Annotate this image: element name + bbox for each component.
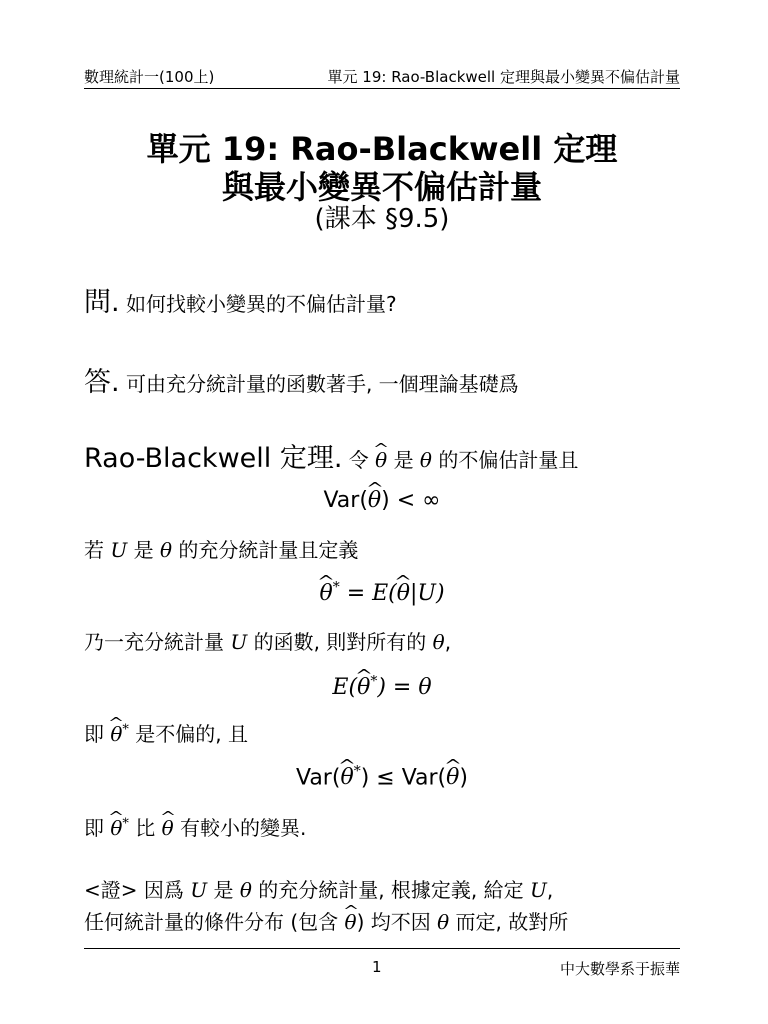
theta-symbol: θ — [437, 910, 450, 934]
u-symbol: U — [110, 538, 128, 562]
theta-hat-star-symbol: ^ θ* — [110, 722, 129, 746]
title-line-1: 單元 19: Rao-Blackwell 定理 — [146, 130, 618, 168]
answer-text: 可由充分統計量的函數著手, 一個理論基礎爲 — [125, 372, 519, 396]
question-marker: 問. — [84, 287, 120, 318]
proof-text: 任何統計量的條件分布 (包含 — [84, 910, 339, 934]
theorem-statement-line-2 — [84, 534, 358, 563]
question-block — [84, 280, 397, 319]
proof-text: 是 — [213, 878, 234, 902]
theorem-statement-line-4 — [84, 718, 248, 747]
theorem-name: Rao-Blackwell 定理. — [84, 443, 343, 474]
theta-symbol: θ — [239, 878, 252, 902]
theta-symbol: θ — [432, 630, 445, 654]
equation-theta-star-definition: ^ θ* = E(^ θ|U) — [84, 580, 680, 606]
equation-var-finite: Var(^ θ) < ∞ — [84, 488, 680, 513]
theta-hat-symbol: ^ θ — [375, 448, 387, 472]
answer-block — [84, 360, 519, 399]
title-line-2: 與最小變異不偏估計量 — [221, 168, 542, 206]
theorem-text: 的不偏估計量且 — [438, 448, 579, 472]
question-text: 如何找較小變異的不偏估計量? — [125, 292, 397, 316]
theta-hat-symbol: ^ θ — [162, 816, 174, 840]
header-rule — [84, 88, 680, 89]
theorem-text: 是不偏的, 且 — [135, 722, 248, 746]
answer-marker: 答. — [84, 367, 120, 398]
theta-hat-star-symbol: ^ θ* — [110, 816, 129, 840]
theorem-text: 若 — [84, 538, 104, 562]
theorem-text: 有較小的變異. — [180, 816, 307, 840]
u-symbol: U — [230, 630, 248, 654]
footer-author: 中大數學系于振華 — [559, 960, 680, 978]
proof-line-1 — [84, 874, 553, 903]
equation-variance-inequality: Var(^ θ*) ≤ Var(^ θ) — [84, 764, 680, 790]
theorem-statement-line-5 — [84, 812, 306, 841]
equation-unbiased: E(^ θ*) = θ — [84, 674, 680, 700]
theorem-text: 比 — [135, 816, 156, 840]
title-reference: (課本 §9.5) — [314, 204, 450, 234]
theta-symbol: θ — [159, 538, 172, 562]
theorem-statement-line-1 — [84, 436, 578, 475]
header-unit: 單元 19: Rao-Blackwell 定理與最小變異不偏估計量 — [327, 68, 680, 86]
proof-text: 的充分統計量, 根據定義, 給定 — [258, 878, 524, 902]
header-course: 數理統計一(100上) — [84, 68, 215, 86]
theorem-text: 的充分統計量且定義 — [178, 538, 359, 562]
proof-text: <證> 因爲 — [84, 878, 184, 902]
u-symbol: U — [530, 878, 547, 902]
theorem-text: , — [444, 630, 452, 654]
theorem-text: 的函數, 則對所有的 — [253, 630, 427, 654]
u-symbol: U — [190, 878, 208, 902]
proof-text: , — [546, 878, 554, 902]
theorem-text: 是 — [393, 448, 414, 472]
proof-text: ) 均不因 — [356, 910, 431, 934]
page-number: 1 — [372, 958, 382, 976]
theorem-text: 乃一充分統計量 — [84, 630, 224, 654]
theorem-text: 令 — [348, 448, 369, 472]
theta-symbol: θ — [419, 448, 432, 472]
proof-text: 而定, 故對所 — [455, 910, 569, 934]
theorem-text: 是 — [133, 538, 154, 562]
footer-rule — [84, 948, 680, 949]
theorem-text: 即 — [84, 722, 104, 746]
theorem-text: 即 — [84, 816, 104, 840]
theorem-statement-line-3 — [84, 626, 451, 655]
theta-hat-symbol: ^ θ — [345, 910, 357, 934]
proof-line-2 — [84, 906, 568, 935]
